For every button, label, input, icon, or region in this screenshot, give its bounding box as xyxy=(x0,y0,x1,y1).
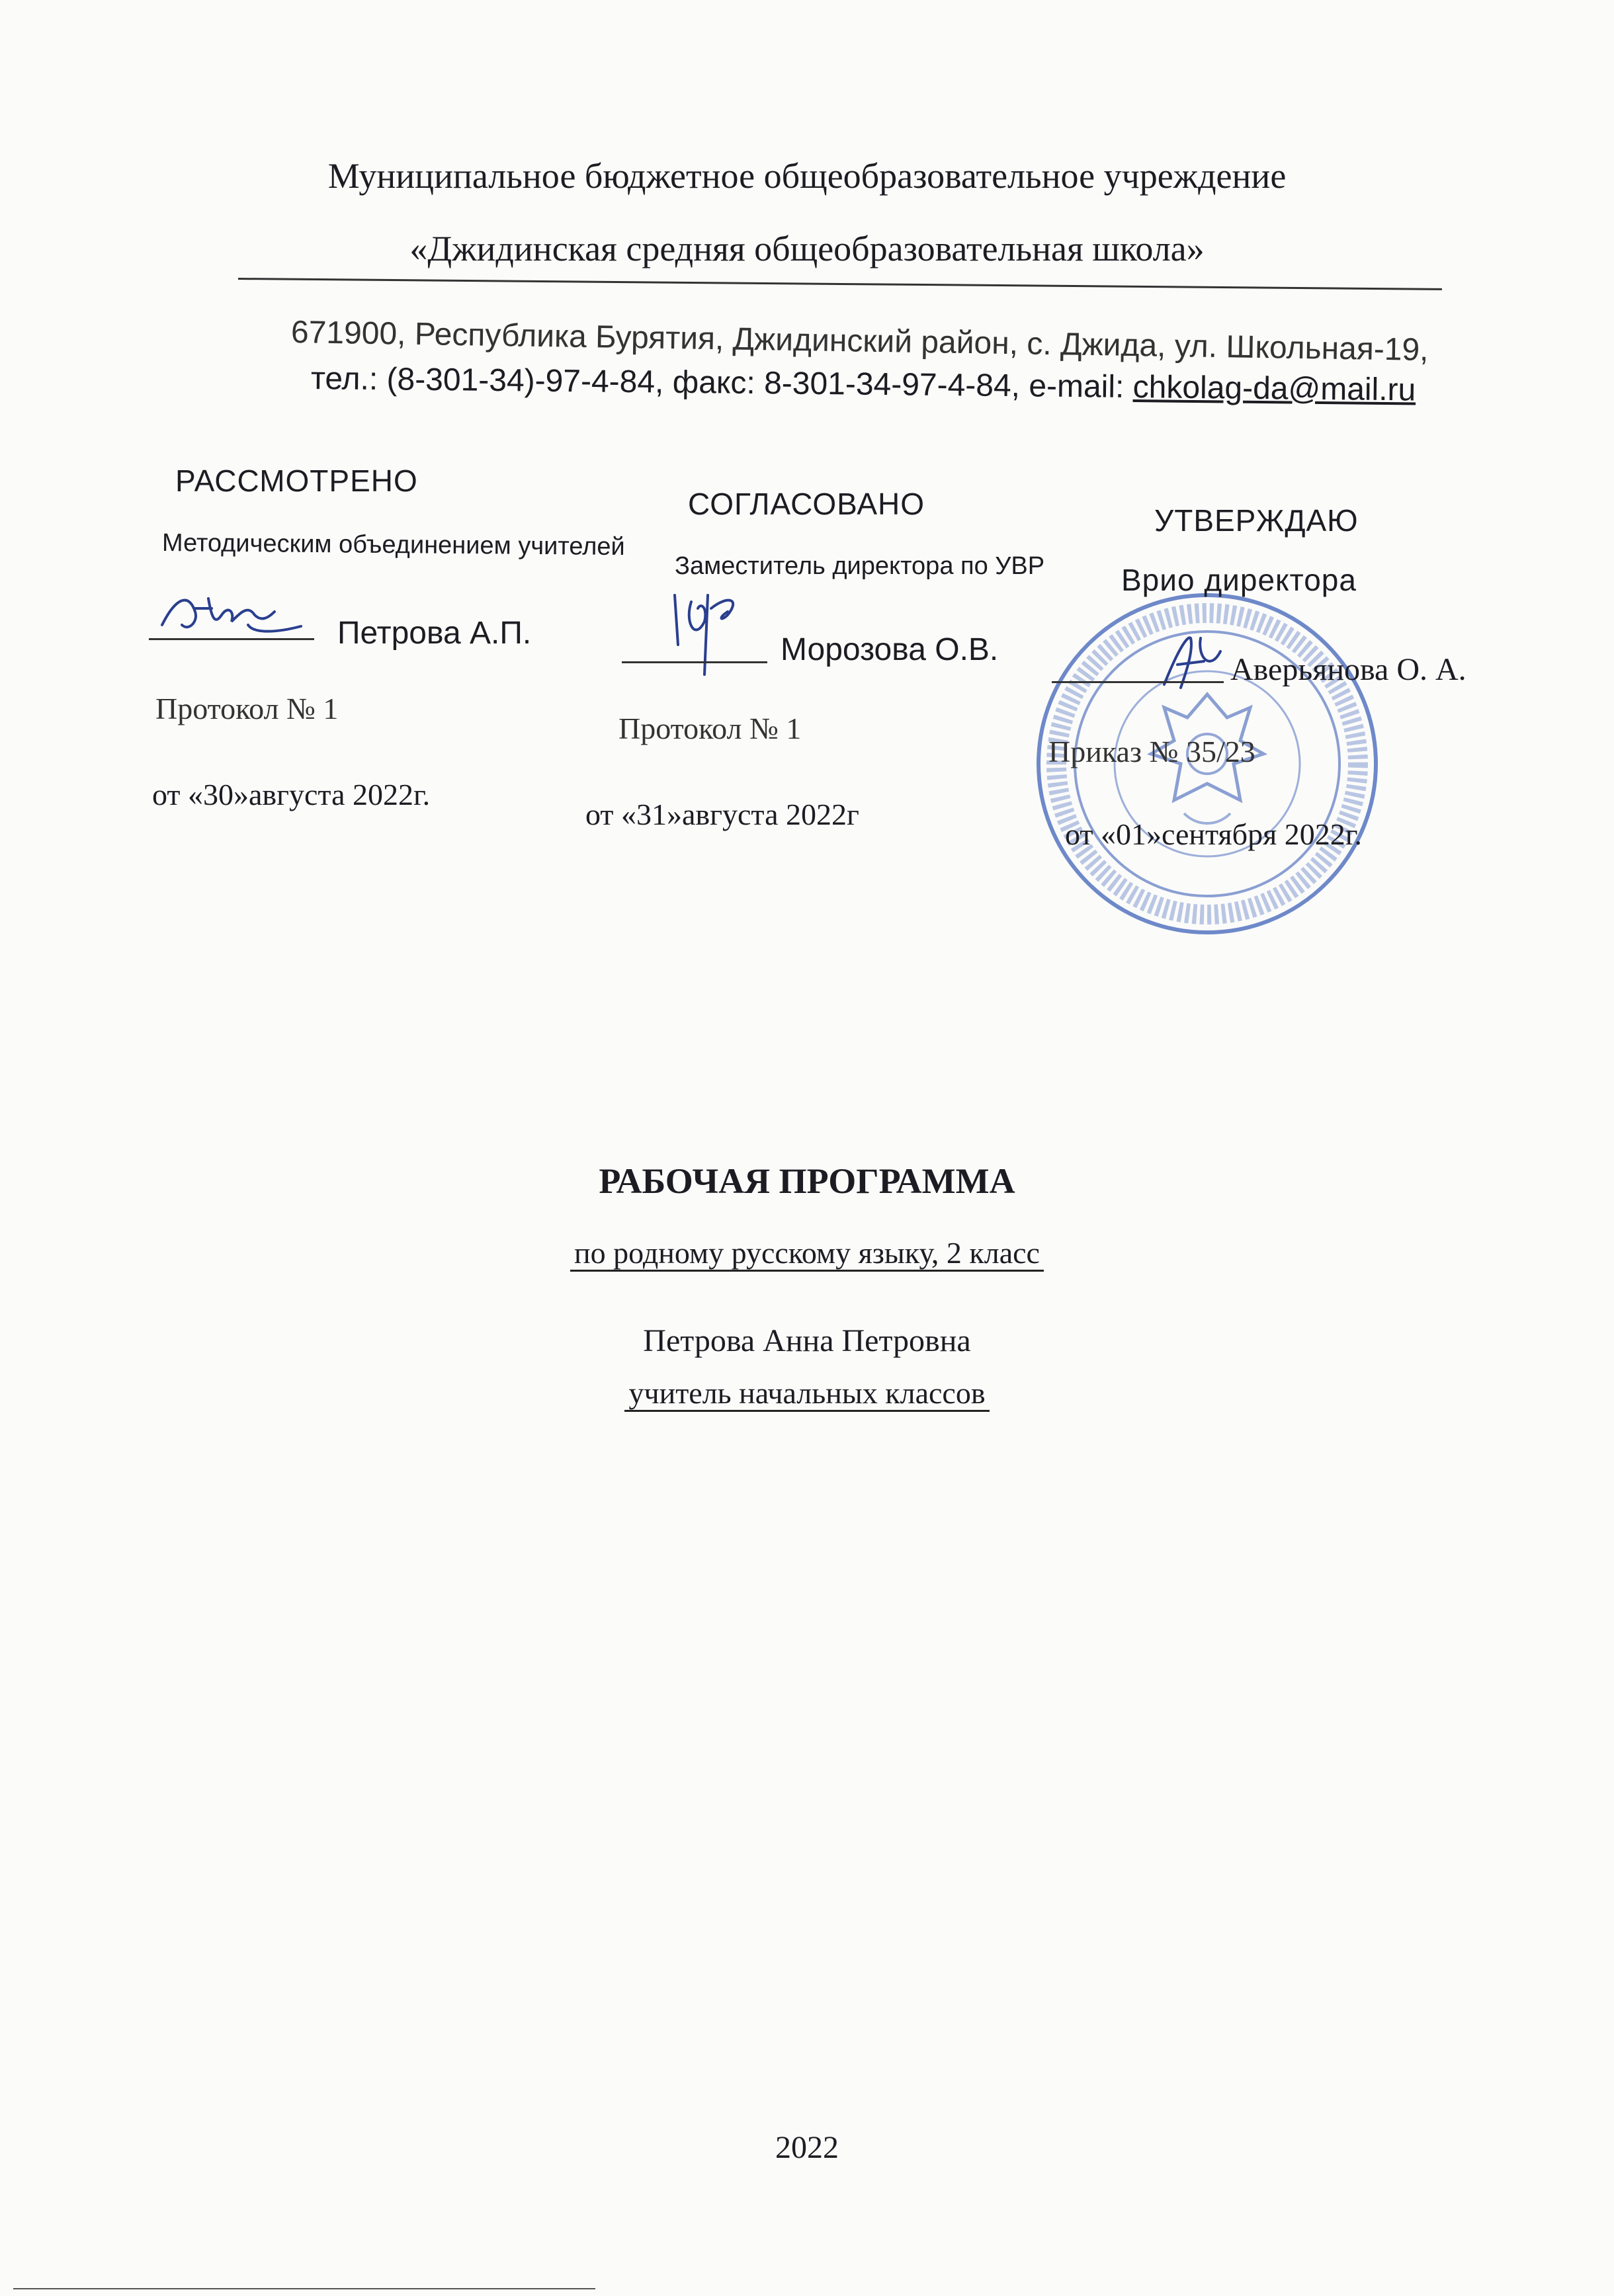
email-link[interactable]: chkolag-da@mail.ru xyxy=(1132,370,1416,408)
school-name: «Джидинская средняя общеобразовательная школа» xyxy=(409,229,1205,268)
school-address: 671900, Республика Бурятия, Джидинский район, с. Джида, ул. Школьная-19, xyxy=(290,315,1429,368)
approved-date: от «01»сентября 2022г. xyxy=(1065,817,1362,851)
organization-name: Муниципальное бюджетное общеобразовательное учреждение xyxy=(327,156,1287,196)
reviewed-heading: РАССМОТРЕНО xyxy=(175,464,418,498)
agreed-signer: Морозова О.В. xyxy=(781,632,999,667)
teacher-name: Петрова Анна Петровна xyxy=(643,1323,971,1358)
header-divider xyxy=(238,278,1442,290)
agreed-body: Заместитель директора по УВР xyxy=(675,552,1045,580)
contacts-phones: тел.: (8-301-34)-97-4-84, факс: 8-301-34-97-4-84, e-mail: xyxy=(310,361,1133,405)
school-contacts xyxy=(311,360,1416,408)
agreed-heading: СОГЛАСОВАНО xyxy=(688,487,925,521)
document-subject-text: по родному русскому языку, 2 класс xyxy=(570,1236,1044,1272)
agreed-signature xyxy=(655,582,767,681)
teacher-role-text: учитель начальных классов xyxy=(624,1376,989,1412)
approved-body: Врио директора xyxy=(1121,563,1357,597)
approved-signature-line xyxy=(1052,681,1224,683)
document-subject xyxy=(0,1235,1614,1270)
agreed-signature-line xyxy=(622,661,767,663)
agreed-protocol: Протокол № 1 xyxy=(618,712,802,745)
bottom-scan-edge xyxy=(13,2288,595,2289)
teacher-role xyxy=(0,1375,1614,1411)
reviewed-date: от «30»августа 2022г. xyxy=(152,778,431,811)
reviewed-signature-line xyxy=(149,638,314,640)
document-year: 2022 xyxy=(775,2130,839,2165)
reviewed-protocol: Протокол № 1 xyxy=(155,692,339,725)
approved-signer: Аверьянова О. А. xyxy=(1230,652,1466,687)
approved-order: Приказ № 35/23 xyxy=(1048,735,1255,768)
approved-heading: УТВЕРЖДАЮ xyxy=(1154,503,1359,538)
reviewed-signer: Петрова А.П. xyxy=(337,616,532,651)
document-title: РАБОЧАЯ ПРОГРАММА xyxy=(599,1161,1015,1201)
agreed-date: от «31»августа 2022г xyxy=(585,798,859,831)
reviewed-signature xyxy=(149,585,327,645)
reviewed-body: Методическим объединением учителей xyxy=(161,529,625,561)
approved-signature xyxy=(1151,625,1230,698)
